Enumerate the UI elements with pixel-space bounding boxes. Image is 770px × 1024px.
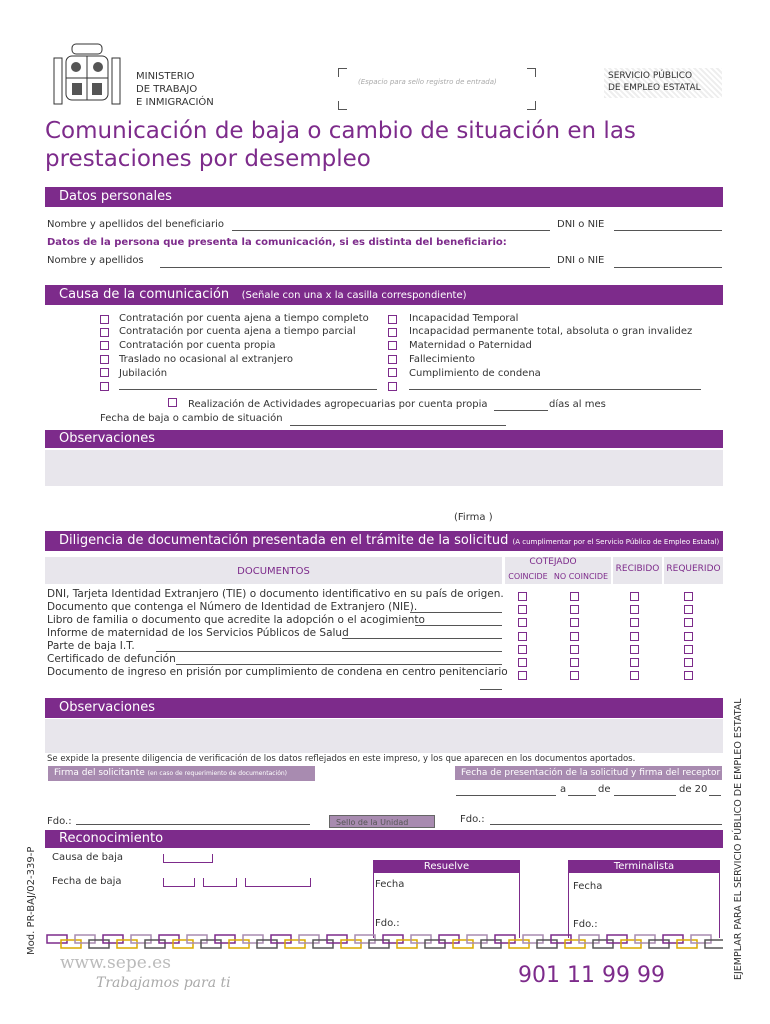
cause-header: Causa de la comunicación (Señale con una x la casilla correspondiente) xyxy=(45,285,723,305)
cause-checkbox-other[interactable] xyxy=(100,382,109,391)
applicant-signature-label: Firma del solicitante (en caso de requerimiento de documentación) xyxy=(48,766,315,781)
ministry-line-3: E INMIGRACIÓN xyxy=(136,97,214,108)
observations-textarea[interactable] xyxy=(45,450,723,486)
receiver-signature-label: Fecha de presentación de la solicitud y firma del receptor xyxy=(455,766,722,780)
days-label: días al mes xyxy=(549,399,606,410)
document-checkbox[interactable] xyxy=(684,658,693,667)
page-title-line-1: Comunicación de baja o cambio de situación en las xyxy=(45,118,636,144)
cause-checkbox[interactable] xyxy=(100,355,109,364)
diligence-header: Diligencia de documentación presentada en el trámite de la solicitud (A cumplimentar por el Servicio Público de Empleo Estatal) xyxy=(45,531,723,551)
cause-checkbox[interactable] xyxy=(100,315,109,324)
cause-checkbox[interactable] xyxy=(388,315,397,324)
document-item: DNI, Tarjeta Identidad Extranjero (TIE) o documento identificativo en su país de origen. xyxy=(47,588,504,600)
service-badge xyxy=(604,68,722,98)
resolve-label: Resuelve xyxy=(374,860,519,873)
cause-checkbox[interactable] xyxy=(100,368,109,377)
document-dots xyxy=(410,612,502,613)
cause-option: Jubilación xyxy=(119,368,168,379)
cause-checkbox[interactable] xyxy=(388,328,397,337)
document-checkbox[interactable] xyxy=(684,632,693,641)
other-person-label: Datos de la persona que presenta la comunicación, si es distinta del beneficiario: xyxy=(47,237,507,248)
presenter-dni-field[interactable] xyxy=(614,267,722,268)
document-checkbox[interactable] xyxy=(518,592,527,601)
receiver-fdo-field[interactable] xyxy=(490,824,722,825)
cause-checkbox[interactable] xyxy=(388,341,397,350)
model-code: Mod. PR-BAJ/02-339-P xyxy=(26,846,37,955)
cause-option: Incapacidad permanente total, absoluta o gran invalidez xyxy=(409,326,693,337)
document-checkbox[interactable] xyxy=(570,618,579,627)
resolve-fecha-label: Fecha xyxy=(375,879,405,890)
cause-option: Incapacidad Temporal xyxy=(409,313,519,324)
fecha-baja-month-field[interactable] xyxy=(203,878,237,887)
website-link[interactable]: www.sepe.es xyxy=(60,953,171,973)
de20-label: de 20 xyxy=(679,784,708,795)
terminal-fdo-label: Fdo.: xyxy=(573,919,598,930)
beneficiary-name-field[interactable] xyxy=(232,230,550,231)
documents-col-label: DOCUMENTOS xyxy=(237,566,310,577)
copy-destination: EJEMPLAR PARA EL SERVICIO PÚBLICO DE EMPLEO ESTATAL xyxy=(733,698,744,980)
baja-date-label: Fecha de baja o cambio de situación xyxy=(100,413,283,424)
document-checkbox[interactable] xyxy=(570,592,579,601)
document-checkbox[interactable] xyxy=(630,592,639,601)
no-coincide-label: NO COINCIDE xyxy=(553,572,609,581)
document-checkbox[interactable] xyxy=(684,592,693,601)
service-line-2: DE EMPLEO ESTATAL xyxy=(608,83,701,93)
receipt-place-field[interactable] xyxy=(456,795,556,796)
document-dots xyxy=(156,651,502,652)
page-title-line-2: prestaciones por desempleo xyxy=(45,146,371,172)
receipt-month-field[interactable] xyxy=(614,795,676,796)
document-checkbox[interactable] xyxy=(684,605,693,614)
document-checkbox[interactable] xyxy=(630,671,639,680)
document-checkbox[interactable] xyxy=(518,618,527,627)
cause-baja-field[interactable] xyxy=(163,854,213,863)
document-dots xyxy=(342,638,502,639)
document-checkbox[interactable] xyxy=(518,605,527,614)
document-checkbox[interactable] xyxy=(570,671,579,680)
terminal-label: Terminalista xyxy=(569,860,719,873)
document-checkbox[interactable] xyxy=(518,632,527,641)
decorative-chain-border xyxy=(45,932,723,952)
unit-seal: Sello de la Unidad xyxy=(329,815,435,828)
cause-other-field[interactable] xyxy=(119,389,377,390)
document-item: Parte de baja I.T. xyxy=(47,640,135,652)
document-checkbox[interactable] xyxy=(684,618,693,627)
de-label: de xyxy=(598,784,611,795)
coat-of-arms-logo xyxy=(52,42,122,114)
document-checkbox[interactable] xyxy=(630,605,639,614)
recibido-label: RECIBIDO xyxy=(615,564,660,574)
cause-option: Fallecimiento xyxy=(409,354,475,365)
cause-option: Maternidad o Paternidad xyxy=(409,340,532,351)
slogan: Trabajamos para ti xyxy=(96,975,231,991)
requerido-label: REQUERIDO xyxy=(666,564,721,574)
beneficiary-label: Nombre y apellidos del beneficiario xyxy=(47,219,224,230)
diligence-note: Se expide la presente diligencia de verificación de los datos reflejados en este impreso, y los que aparecen en los documentos aportados. xyxy=(47,754,636,764)
document-checkbox[interactable] xyxy=(570,658,579,667)
receipt-day-field[interactable] xyxy=(568,795,596,796)
dni-label-2: DNI o NIE xyxy=(557,255,605,266)
cause-baja-label: Causa de baja xyxy=(52,852,124,863)
agro-checkbox[interactable] xyxy=(168,398,177,407)
cause-option: Traslado no ocasional al extranjero xyxy=(119,354,293,365)
dni-label: DNI o NIE xyxy=(557,219,605,230)
document-dots xyxy=(480,689,502,690)
presenter-name-field[interactable] xyxy=(160,267,550,268)
personal-data-header: Datos personales xyxy=(45,187,723,207)
phone-number: 901 11 99 99 xyxy=(518,963,665,988)
coincide-label: COINCIDE xyxy=(508,572,548,581)
observations-2-textarea[interactable] xyxy=(45,719,723,753)
cause-checkbox-other[interactable] xyxy=(388,382,397,391)
document-checkbox[interactable] xyxy=(630,632,639,641)
agro-label: Realización de Actividades agropecuarias por cuenta propia xyxy=(188,399,488,410)
receiver-fdo-label: Fdo.: xyxy=(460,814,485,825)
document-checkbox[interactable] xyxy=(630,658,639,667)
observations-header: Observaciones xyxy=(45,430,723,448)
fecha-baja-day-field[interactable] xyxy=(163,878,195,887)
observations-2-header: Observaciones xyxy=(45,698,723,718)
signature-label: (Firma ) xyxy=(454,512,493,523)
cause-option: Cumplimiento de condena xyxy=(409,368,541,379)
document-item: Informe de maternidad de los Servicios Públicos de Salud xyxy=(47,627,349,639)
document-checkbox[interactable] xyxy=(684,645,693,654)
resolve-fdo-label: Fdo.: xyxy=(375,918,400,929)
document-item: Certificado de defunción xyxy=(47,653,176,665)
document-checkbox[interactable] xyxy=(518,645,527,654)
baja-date-field[interactable] xyxy=(290,425,506,426)
document-checkbox[interactable] xyxy=(570,605,579,614)
a-label: a xyxy=(560,784,567,795)
document-checkbox[interactable] xyxy=(518,658,527,667)
ministry-line-1: MINISTERIO xyxy=(136,71,195,82)
service-line-1: SERVICIO PÚBLICO xyxy=(608,71,693,81)
fecha-baja-label: Fecha de baja xyxy=(52,876,122,887)
document-item: Documento que contenga el Número de Identidad de Extranjero (NIE). xyxy=(47,601,418,613)
document-checkbox[interactable] xyxy=(570,645,579,654)
document-dots xyxy=(176,664,502,665)
document-checkbox[interactable] xyxy=(518,671,527,680)
cotejado-label: COTEJADO xyxy=(529,557,577,567)
dni-field[interactable] xyxy=(614,230,722,231)
fecha-baja-year-field[interactable] xyxy=(245,878,311,887)
cause-option: Contratación por cuenta propia xyxy=(119,340,276,351)
cause-checkbox[interactable] xyxy=(388,368,397,377)
terminal-fecha-label: Fecha xyxy=(573,881,603,892)
document-checkbox[interactable] xyxy=(684,671,693,680)
stamp-placeholder: (Espacio para sello registro de entrada) xyxy=(358,78,497,86)
cause-option: Contratación por cuenta ajena a tiempo completo xyxy=(119,313,369,324)
applicant-fdo-field[interactable] xyxy=(76,824,310,825)
applicant-fdo-label: Fdo.: xyxy=(47,816,72,827)
document-checkbox[interactable] xyxy=(570,632,579,641)
document-dots xyxy=(415,625,502,626)
ministry-line-2: DE TRABAJO xyxy=(136,84,198,95)
cause-option: Contratación por cuenta ajena a tiempo parcial xyxy=(119,326,356,337)
recognition-header: Reconocimiento xyxy=(45,830,723,848)
receipt-year-field[interactable] xyxy=(709,795,721,796)
cause-checkbox[interactable] xyxy=(388,355,397,364)
cause-other-field[interactable] xyxy=(409,389,701,390)
registry-stamp-area xyxy=(338,68,536,110)
document-item: Documento de ingreso en prisión por cumplimiento de condena en centro penitenciario xyxy=(47,666,508,678)
name-label: Nombre y apellidos xyxy=(47,255,144,266)
document-checkbox[interactable] xyxy=(630,618,639,627)
cause-checkbox[interactable] xyxy=(100,341,109,350)
document-checkbox[interactable] xyxy=(630,645,639,654)
cause-checkbox[interactable] xyxy=(100,328,109,337)
agro-days-field[interactable] xyxy=(494,410,548,411)
document-item: Libro de familia o documento que acredite la adopción o el acogimiento xyxy=(47,614,425,626)
